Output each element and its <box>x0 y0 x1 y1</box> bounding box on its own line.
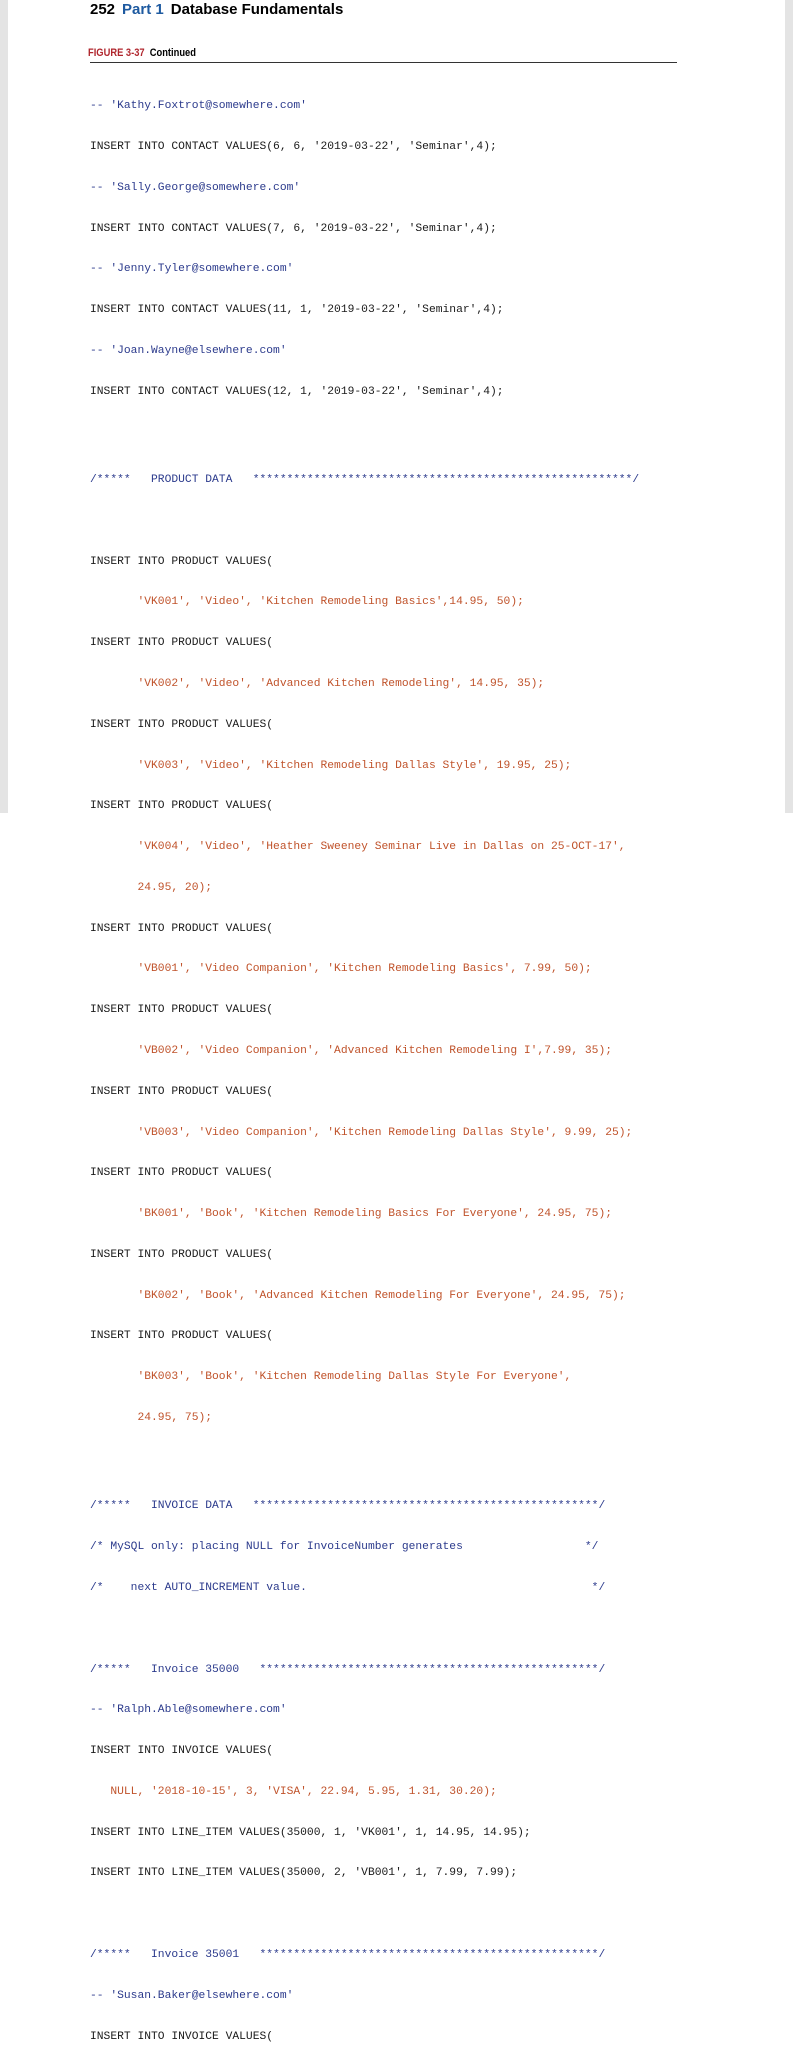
code-line: INSERT INTO LINE_ITEM VALUES(35000, 2, 'VB001', 1, 7.99, 7.99); <box>90 1867 518 1880</box>
code-line: INSERT INTO CONTACT VALUES(6, 6, '2019-03-22', 'Seminar',4); <box>90 140 497 153</box>
code-line: NULL, '2018-10-15', 3, 'VISA', 22.94, 5.95, 1.31, 30.20); <box>90 1785 497 1798</box>
code-line: 'VK001', 'Video', 'Kitchen Remodeling Basics',14.95, 50); <box>90 596 524 609</box>
viewer-left-margin <box>0 0 8 813</box>
code-line: INSERT INTO PRODUCT VALUES( <box>90 718 274 731</box>
sql-code-listing <box>90 73 639 2072</box>
code-line: INSERT INTO INVOICE VALUES( <box>90 1745 274 1758</box>
code-line: /***** PRODUCT DATA ********************************************************/ <box>90 473 640 486</box>
code-line: -- 'Ralph.Able@somewhere.com' <box>90 1704 287 1717</box>
code-line: /***** INVOICE DATA ***************************************************/ <box>90 1499 606 1512</box>
figure-rule <box>90 62 677 63</box>
code-line: INSERT INTO PRODUCT VALUES( <box>90 555 274 568</box>
code-line: 'BK001', 'Book', 'Kitchen Remodeling Basics For Everyone', 24.95, 75); <box>90 1208 613 1221</box>
code-line: INSERT INTO PRODUCT VALUES( <box>90 637 274 650</box>
chapter-title: Database Fundamentals <box>170 1 344 18</box>
page-number: 252 <box>90 1 116 18</box>
code-line: 'BK003', 'Book', 'Kitchen Remodeling Dallas Style For Everyone', <box>90 1371 572 1384</box>
code-line: /***** Invoice 35001 **************************************************/ <box>90 1949 606 1962</box>
code-line: 'VK003', 'Video', 'Kitchen Remodeling Dallas Style', 19.95, 25); <box>90 759 572 772</box>
code-line: /* MySQL only: placing NULL for InvoiceNumber generates */ <box>90 1540 599 1553</box>
code-line: INSERT INTO PRODUCT VALUES( <box>90 800 274 813</box>
figure-caption <box>88 47 196 59</box>
figure-status: Continued <box>149 47 196 59</box>
code-line: INSERT INTO PRODUCT VALUES( <box>90 922 274 935</box>
code-line: 'VK002', 'Video', 'Advanced Kitchen Remodeling', 14.95, 35); <box>90 677 545 690</box>
code-line: /***** Invoice 35000 **************************************************/ <box>90 1663 606 1676</box>
code-line: -- 'Joan.Wayne@elsewhere.com' <box>90 344 287 357</box>
code-line: INSERT INTO LINE_ITEM VALUES(35000, 1, 'VK001', 1, 14.95, 14.95); <box>90 1826 531 1839</box>
code-line: INSERT INTO CONTACT VALUES(7, 6, '2019-03-22', 'Seminar',4); <box>90 222 497 235</box>
code-line: INSERT INTO CONTACT VALUES(12, 1, '2019-03-22', 'Seminar',4); <box>90 385 504 398</box>
document-page <box>8 0 785 2043</box>
viewer-right-margin <box>785 0 793 813</box>
code-line: INSERT INTO PRODUCT VALUES( <box>90 1085 274 1098</box>
code-line: 'VB003', 'Video Companion', 'Kitchen Remodeling Dallas Style', 9.99, 25); <box>90 1126 633 1139</box>
code-line: INSERT INTO PRODUCT VALUES( <box>90 1330 274 1343</box>
code-line: 'BK002', 'Book', 'Advanced Kitchen Remodeling For Everyone', 24.95, 75); <box>90 1289 626 1302</box>
code-line: 'VK004', 'Video', 'Heather Sweeney Seminar Live in Dallas on 25-OCT-17', <box>90 841 626 854</box>
running-header <box>90 1 343 18</box>
code-line: INSERT INTO PRODUCT VALUES( <box>90 1248 274 1261</box>
code-line: /* next AUTO_INCREMENT value. */ <box>90 1581 606 1594</box>
figure-label: FIGURE 3-37 <box>88 47 145 59</box>
code-line: -- 'Sally.George@somewhere.com' <box>90 181 301 194</box>
code-line: -- 'Susan.Baker@elsewhere.com' <box>90 1990 294 2003</box>
part-label: Part 1 <box>122 1 164 18</box>
code-line: -- 'Jenny.Tyler@somewhere.com' <box>90 263 294 276</box>
code-line: 24.95, 75); <box>90 1412 213 1424</box>
code-line: 'VB002', 'Video Companion', 'Advanced Kitchen Remodeling I',7.99, 35); <box>90 1044 613 1057</box>
code-line: INSERT INTO INVOICE VALUES( <box>90 2030 274 2043</box>
code-line: INSERT INTO PRODUCT VALUES( <box>90 1004 274 1017</box>
code-line: INSERT INTO CONTACT VALUES(11, 1, '2019-03-22', 'Seminar',4); <box>90 304 504 317</box>
code-line: 'VB001', 'Video Companion', 'Kitchen Remodeling Basics', 7.99, 50); <box>90 963 592 976</box>
code-line: -- 'Kathy.Foxtrot@somewhere.com' <box>90 100 307 113</box>
code-line: INSERT INTO PRODUCT VALUES( <box>90 1167 274 1180</box>
code-line: 24.95, 20); <box>90 881 213 894</box>
